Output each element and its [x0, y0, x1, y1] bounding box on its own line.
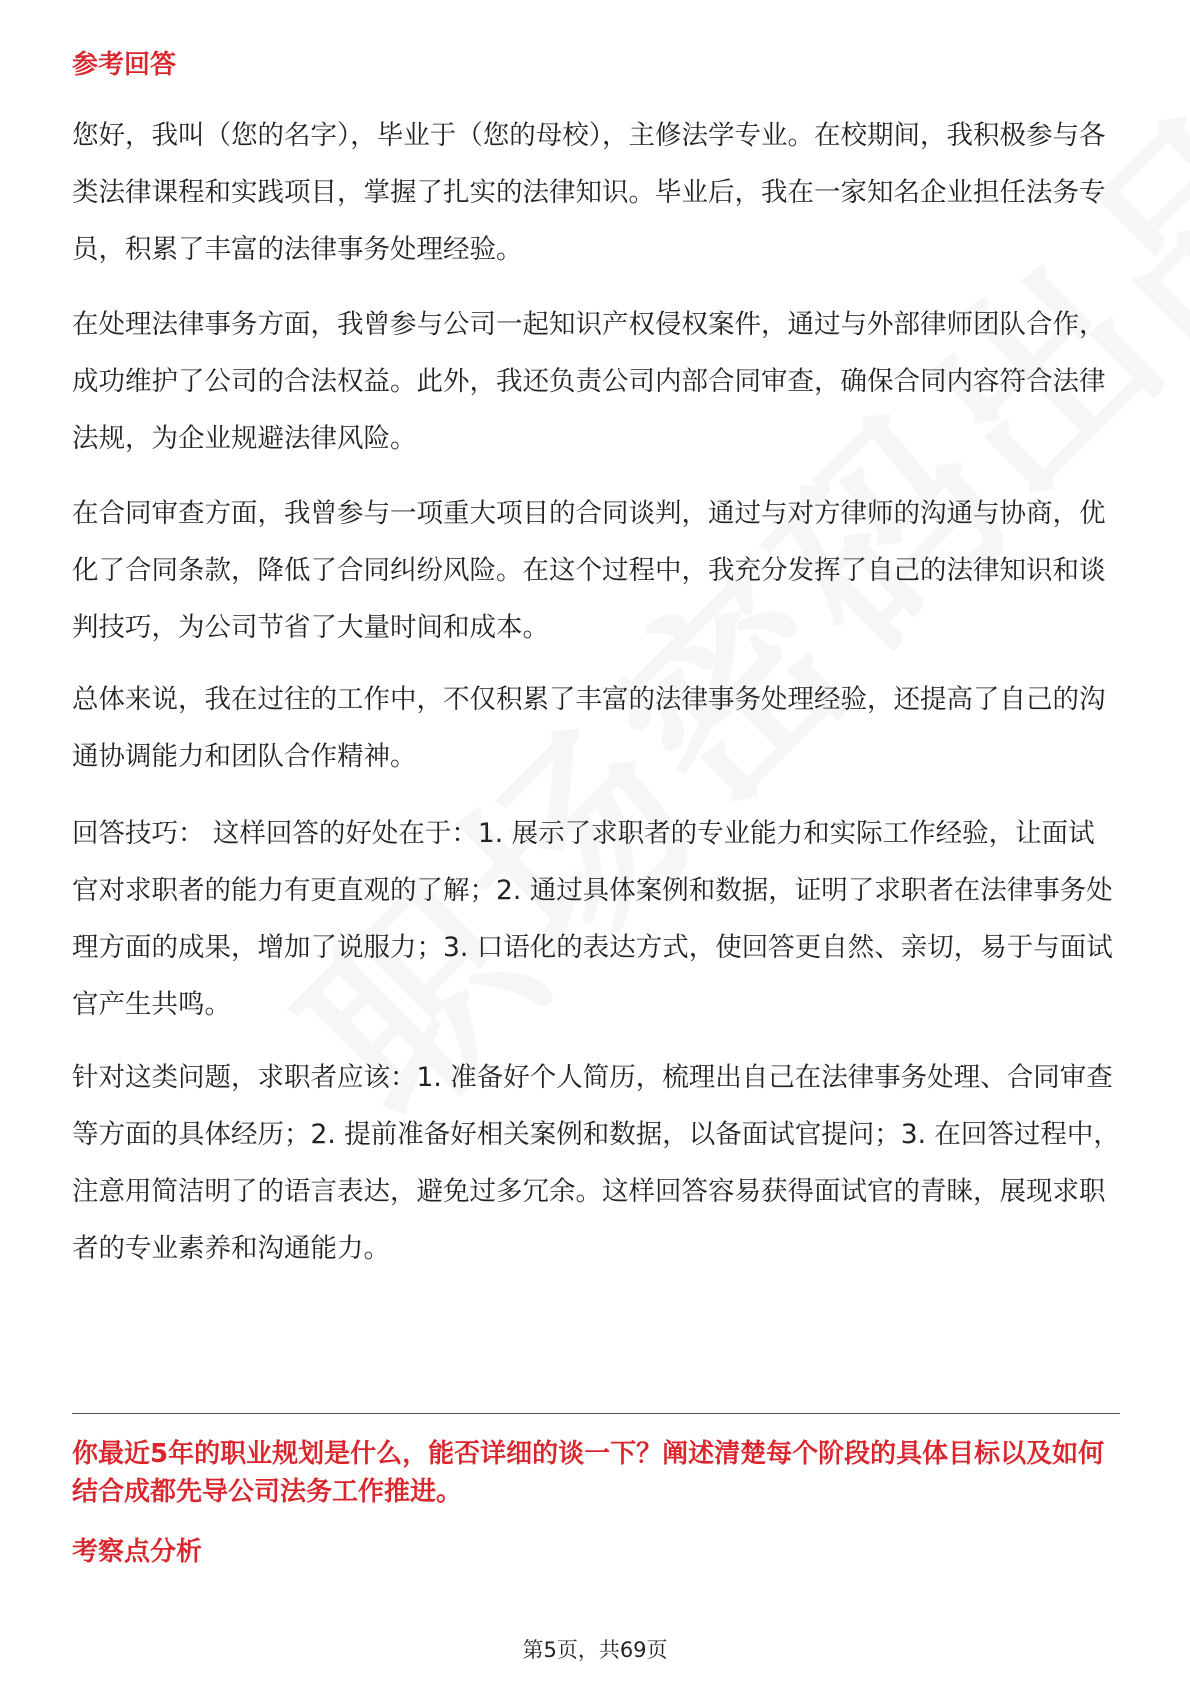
- page-footer: 第5页，共69页: [522, 1638, 668, 1662]
- answer-tips-paragraph: 回答技巧： 这样回答的好处在于：1. 展示了求职者的专业能力和实际工作经验，让面试官对求职者的能力有更直观的了解；2. 通过具体案例和数据，证明了求职者在法律事务处理方面的成果，增加了说服力；3. 口语化的表达方式，使回答更自然、亲切，易于与面试官产生共鸣。: [72, 818, 1113, 1020]
- answer-paragraph-2: 在处理法律事务方面，我曾参与公司一起知识产权侵权案件，通过与外部律师团队合作，成功维护了公司的合法权益。此外，我还负责公司内部合同审查，确保合同内容符合法律法规，为企业规避法律风险。: [72, 309, 1106, 454]
- reference-answer-heading: 参考回答: [72, 50, 177, 80]
- advice-paragraph: 针对这类问题，求职者应该：1. 准备好个人简历，梳理出自己在法律事务处理、合同审查等方面的具体经历；2. 提前准备好相关案例和数据，以备面试官提问；3. 在回答过程中，注意用简洁明了的语言表达，避免过多冗余。这样回答容易获得面试官的青睐，展现求职者的专业素养和沟通能力。: [72, 1062, 1120, 1264]
- section-divider: [72, 1413, 1120, 1414]
- answer-paragraph-3: 在合同审查方面，我曾参与一项重大项目的合同谈判，通过与对方律师的沟通与协商，优化了合同条款，降低了合同纠纷风险。在这个过程中，我充分发挥了自己的法律知识和谈判技巧，为公司节省了大量时间和成本。: [72, 498, 1106, 643]
- answer-paragraph-4: 总体来说，我在过往的工作中，不仅积累了丰富的法律事务处理经验，还提高了自己的沟通协调能力和团队合作精神。: [72, 684, 1106, 772]
- next-question: 你最近5年的职业规划是什么，能否详细的谈一下？阐述清楚每个阶段的具体目标以及如何结合成都先导公司法务工作推进。: [72, 1439, 1105, 1507]
- answer-paragraph-1: 您好，我叫（您的名字），毕业于（您的母校），主修法学专业。在校期间，我积极参与各类法律课程和实践项目，掌握了扎实的法律知识。毕业后，我在一家知名企业担任法务专员，积累了丰富的法律事务处理经验。: [72, 120, 1106, 265]
- analysis-heading: 考察点分析: [72, 1537, 203, 1567]
